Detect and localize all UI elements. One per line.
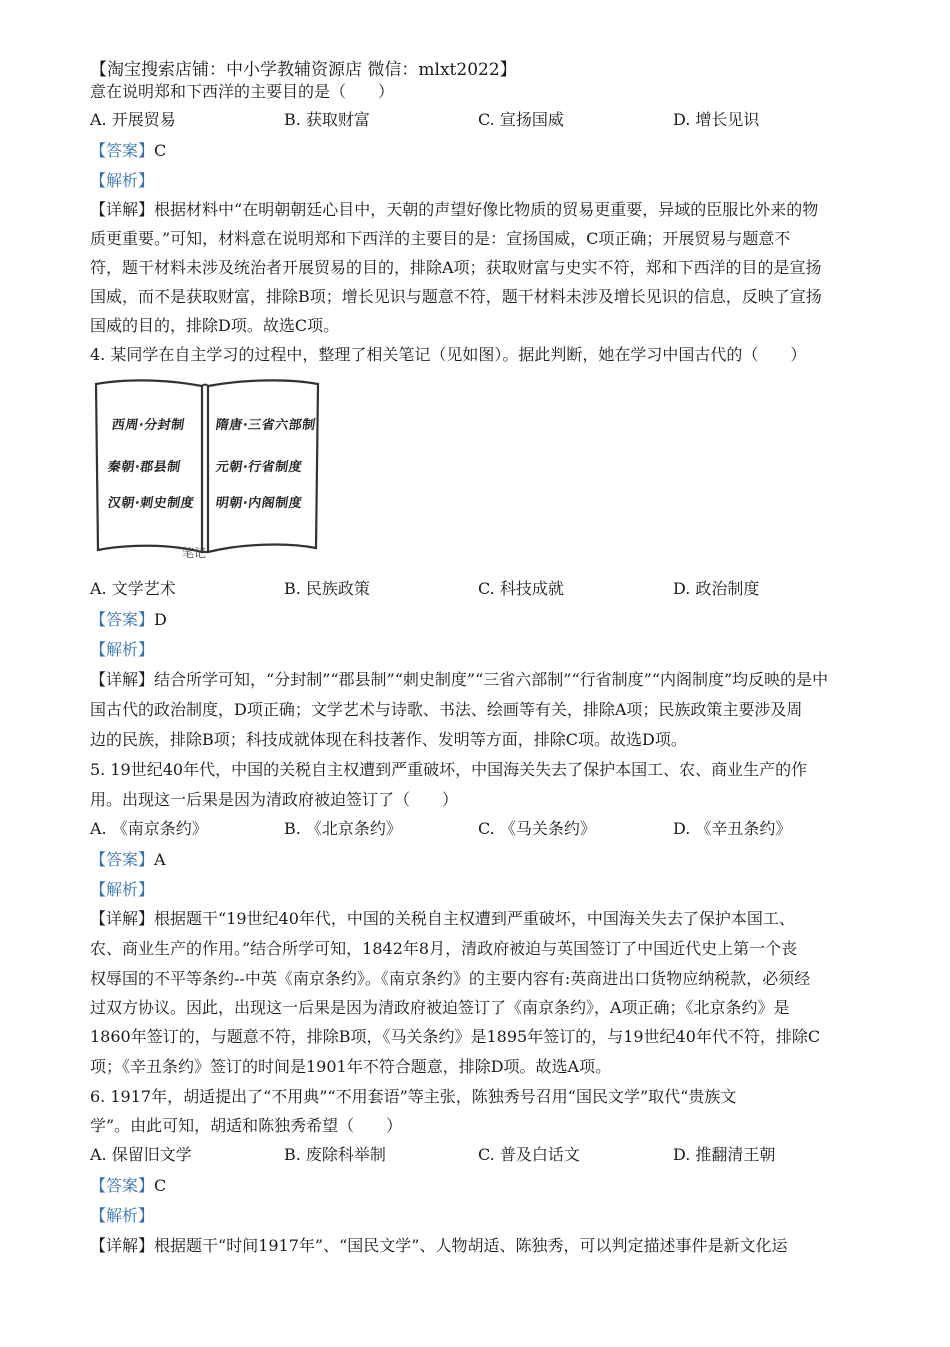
answer-value: D	[154, 610, 167, 629]
q3-option-a: A. 开展贸易	[90, 110, 176, 129]
notebook-note: 隋唐·三省六部制	[214, 418, 317, 433]
detail-text: 根据题干“19世纪40年代，中国的关税自主权遭到严重破坏，中国海关失去了保护本国工、	[154, 909, 795, 928]
notebook-note: 汉朝·刺史制度	[106, 496, 196, 511]
detail-tag: 【详解】	[90, 670, 155, 689]
q5-option-c: C. 《马关条约》	[478, 819, 596, 838]
notebook-note: 明朝·内阁制度	[214, 496, 304, 511]
q3-detail-line: 国威的目的，排除D项。故选C项。	[90, 316, 340, 335]
q4-analysis-tag: 【解析】	[90, 640, 155, 659]
q6-option-b: B. 废除科举制	[284, 1145, 386, 1164]
answer-tag: 【答案】	[90, 141, 155, 160]
q4-options	[90, 579, 870, 599]
notebook-caption: 笔记	[182, 546, 207, 560]
q3-option-b: B. 获取财富	[284, 110, 370, 129]
q5-detail-line: 农、商业生产的作用。”结合所学可知，1842年8月，清政府被迫与英国签订了中国近代史上第一个丧	[90, 939, 798, 958]
q6-option-c: C. 普及白话文	[478, 1145, 580, 1164]
q6-detail-line	[90, 1236, 870, 1256]
answer-tag: 【答案】	[90, 1176, 155, 1195]
q6-stem: 学”。由此可知，胡适和陈独秀希望（ ）	[90, 1116, 403, 1135]
q4-option-a: A. 文学艺术	[90, 579, 176, 598]
q4-stem: 4. 某同学在自主学习的过程中，整理了相关笔记（见如图）。据此判断，她在学习中国古代的（ ）	[90, 345, 807, 364]
answer-tag: 【答案】	[90, 850, 155, 869]
q5-stem: 用。出现这一后果是因为清政府被迫签订了（ ）	[90, 790, 459, 809]
q5-option-a: A. 《南京条约》	[90, 819, 208, 838]
q3-stem: 意在说明郑和下西洋的主要目的是（ ）	[90, 82, 395, 101]
q3-answer	[90, 141, 870, 161]
q6-option-a: A. 保留旧文学	[90, 1145, 192, 1164]
q3-detail-line: 质更重要。”可知，材料意在说明郑和下西洋的主要目的是：宣扬国威，C项正确；开展贸易与题意不	[90, 229, 791, 248]
q3-detail-line	[90, 200, 870, 220]
answer-value: C	[154, 141, 167, 160]
q3-analysis-tag: 【解析】	[90, 171, 155, 190]
detail-tag: 【详解】	[90, 909, 155, 928]
q5-answer	[90, 850, 870, 870]
answer-value: A	[154, 850, 166, 869]
detail-text: 根据材料中“在明朝朝廷心目中，天朝的声望好像比物质的贸易更重要，异域的臣服比外来的物	[154, 200, 819, 219]
notebook-figure	[90, 376, 325, 566]
q5-detail-line: 过双方协议。因此，出现这一后果是因为清政府被迫签订了《南京条约》，A项正确；《北京条约》是	[90, 998, 790, 1017]
q6-stem: 6. 1917年，胡适提出了“不用典”“不用套语”等主张，陈独秀号召用“国民文学”取代“贵族文	[90, 1087, 737, 1106]
detail-text: 结合所学可知，“分封制”“郡县制”“刺史制度”“三省六部制”“行省制度”“内阁制度”均反映的是中	[154, 670, 829, 689]
q4-detail-line: 边的民族，排除B项；科技成就体现在科技著作、发明等方面，排除C项。故选D项。	[90, 730, 687, 749]
q4-answer	[90, 610, 870, 630]
answer-tag: 【答案】	[90, 610, 155, 629]
q5-options	[90, 819, 870, 839]
q3-option-c: C. 宣扬国威	[478, 110, 564, 129]
q4-option-d: D. 政治制度	[673, 579, 760, 598]
q6-options	[90, 1145, 870, 1165]
q6-analysis-tag: 【解析】	[90, 1206, 155, 1225]
q4-detail-line	[90, 670, 870, 690]
q6-option-d: D. 推翻清王朝	[673, 1145, 776, 1164]
notebook-note: 秦朝·郡县制	[106, 460, 182, 475]
q5-option-b: B. 《北京条约》	[284, 819, 402, 838]
q3-options	[90, 110, 870, 130]
q5-detail-line: 权辱国的不平等条约--中英《南京条约》。《南京条约》的主要内容有:英商进出口货物应纳税款，必须经	[90, 969, 811, 988]
detail-tag: 【详解】	[90, 1236, 155, 1255]
detail-text: 根据题干“时间1917年”、“国民文学”、人物胡适、陈独秀，可以判定描述事件是新文化运	[154, 1236, 788, 1255]
notebook-note: 元朝·行省制度	[214, 460, 304, 475]
detail-tag: 【详解】	[90, 200, 155, 219]
q4-option-b: B. 民族政策	[284, 579, 370, 598]
q5-detail-line: 项；《辛丑条约》签订的时间是1901年不符合题意，排除D项。故选A项。	[90, 1057, 612, 1076]
answer-value: C	[154, 1176, 167, 1195]
notebook-note: 西周·分封制	[110, 418, 186, 433]
q4-detail-line: 国古代的政治制度，D项正确；文学艺术与诗歌、书法、绘画等有关，排除A项；民族政策主要涉及周	[90, 700, 803, 719]
q3-detail-line: 符，题干材料未涉及统治者开展贸易的目的，排除A项；获取财富与史实不符，郑和下西洋的目的是宣扬	[90, 258, 822, 277]
q3-detail-line: 国威，而不是获取财富，排除B项；增长见识与题意不符，题干材料未涉及增长见识的信息，反映了宣扬	[90, 287, 822, 306]
q5-detail-line	[90, 909, 870, 929]
q5-option-d: D. 《辛丑条约》	[673, 819, 792, 838]
shop-header: 【淘宝搜索店铺：中小学教辅资源店 微信：mlxt2022】	[90, 60, 517, 80]
q5-detail-line: 1860年签订的，与题意不符，排除B项，《马关条约》是1895年签订的，与19世纪40年代不符，排除C	[90, 1027, 821, 1046]
q5-analysis-tag: 【解析】	[90, 880, 155, 899]
q3-option-d: D. 增长见识	[673, 110, 760, 129]
q4-option-c: C. 科技成就	[478, 579, 564, 598]
q6-answer	[90, 1176, 870, 1196]
q5-stem: 5. 19世纪40年代，中国的关税自主权遭到严重破坏，中国海关失去了保护本国工、农、商业生产的作	[90, 760, 808, 779]
